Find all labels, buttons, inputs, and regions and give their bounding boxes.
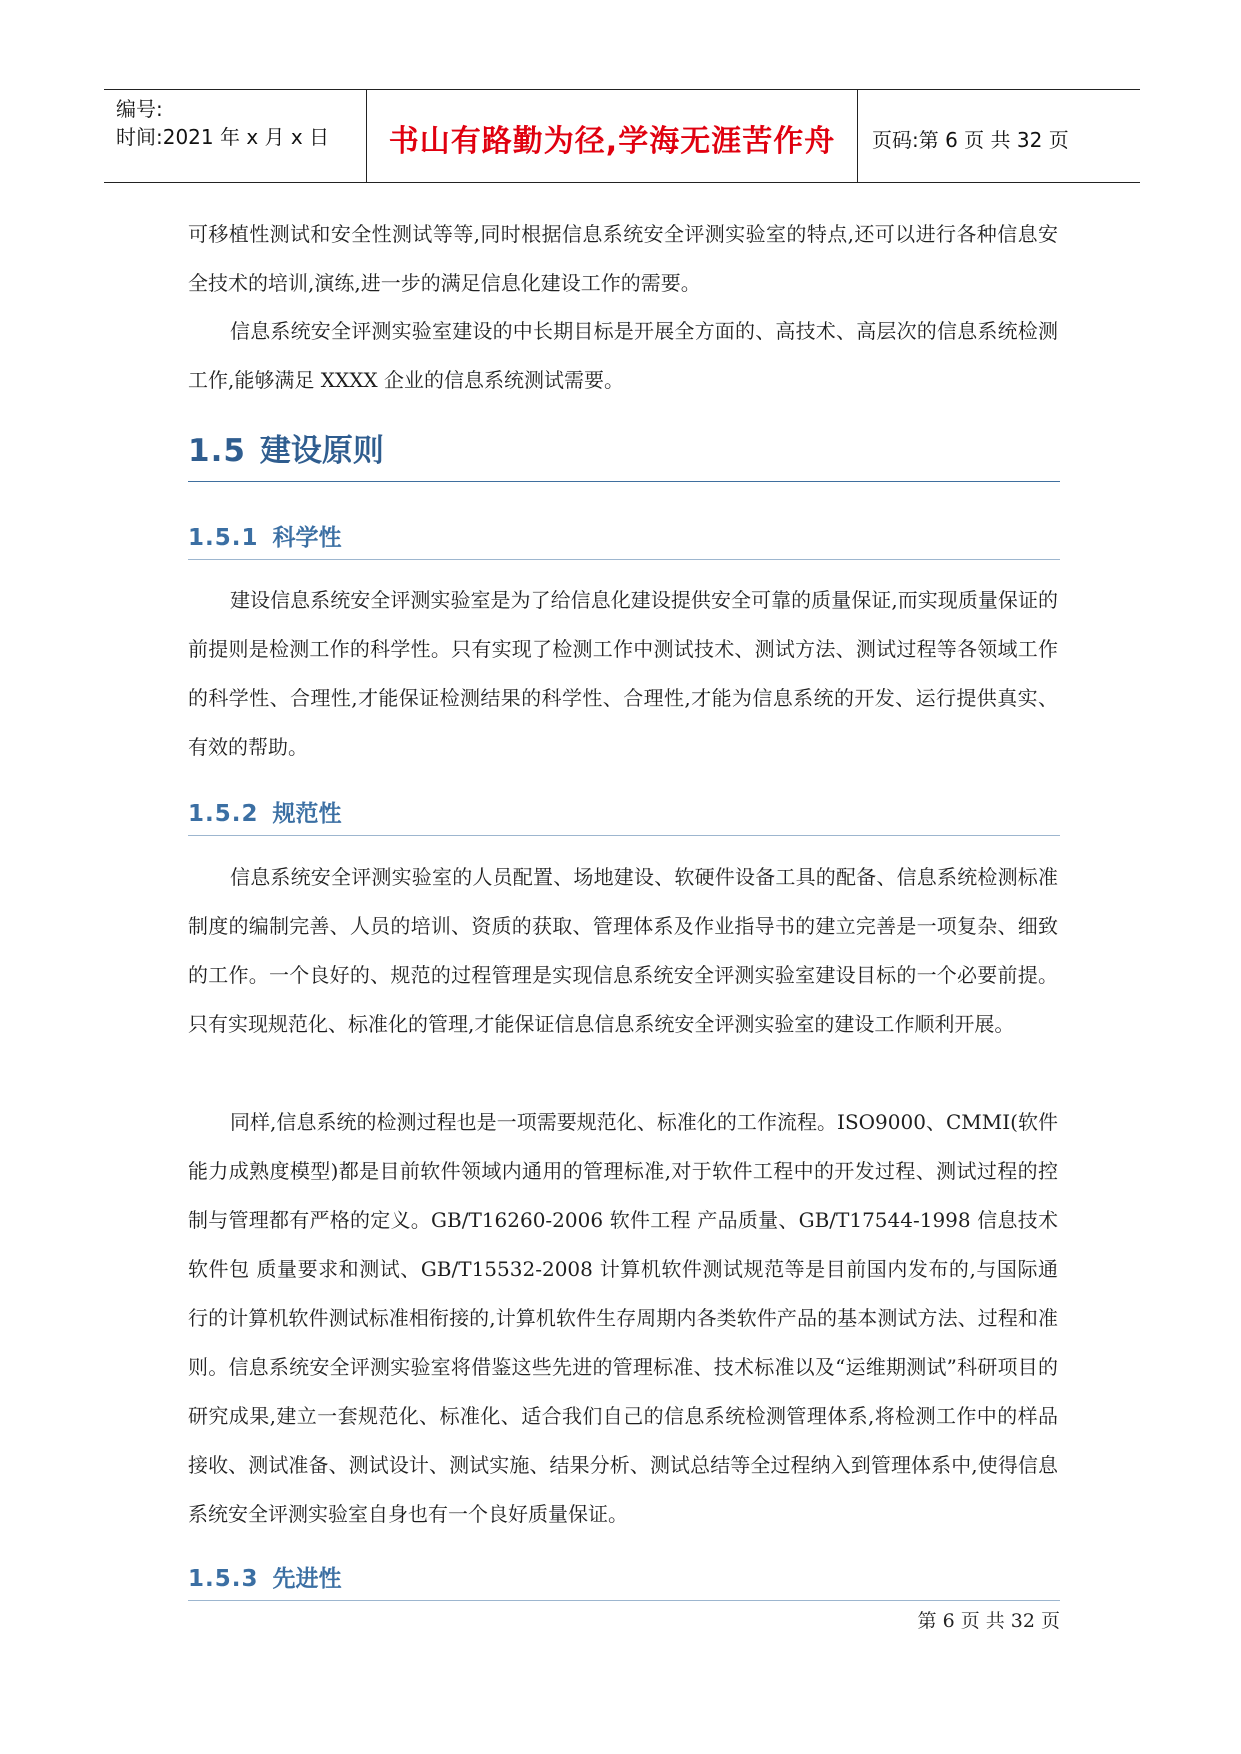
paragraph-scientific: 建设信息系统安全评测实验室是为了给信息化建设提供安全可靠的质量保证,而实现质量保证的前提则是检测工作的科学性。只有实现了检测工作中测试技术、测试方法、测试过程等各领域工作的科学性、合理性,才能保证检测结果的科学性、合理性,才能为信息系统的开发、运行提供真实、有效的帮助。 (188, 588, 1058, 759)
subsection-heading-1-5-3 (188, 1562, 1060, 1601)
section-number: 1.5 (188, 433, 246, 469)
subsection-title: 先进性 (272, 1566, 342, 1592)
header-left-cell (104, 90, 367, 182)
section-heading-1-5 (188, 429, 1060, 482)
intro-paragraph-1: 可移植性测试和安全性测试等等,同时根据信息系统安全评测实验室的特点,还可以进行各种信息安全技术的培训,演练,进一步的满足信息化建设工作的需要。 (188, 222, 1058, 295)
subsection-heading-1-5-2 (188, 797, 1060, 836)
header-right-cell (858, 90, 1140, 182)
subsection-number: 1.5.1 (188, 525, 259, 551)
section-title: 建设原则 (259, 433, 384, 469)
intro-paragraph-2: 信息系统安全评测实验室建设的中长期目标是开展全方面的、高技术、高层次的信息系统检测工作,能够满足 XXXX 企业的信息系统测试需要。 (188, 319, 1058, 392)
document-number-label: 编号: (116, 97, 163, 121)
header-middle-cell (367, 90, 858, 182)
header-page-number: 页码:第 6 页 共 32 页 (872, 128, 1069, 152)
subsection-number: 1.5.3 (188, 1566, 259, 1592)
document-time-label: 时间:2021 年 x 月 x 日 (116, 125, 330, 149)
subsection-number: 1.5.2 (188, 801, 259, 827)
subsection-title: 规范性 (272, 801, 342, 827)
page-header (104, 89, 1140, 183)
subsection-title: 科学性 (272, 525, 342, 551)
page-footer-number: 第 6 页 共 32 页 (917, 1610, 1060, 1632)
paragraph-standardization-1: 信息系统安全评测实验室的人员配置、场地建设、软硬件设备工具的配备、信息系统检测标准制度的编制完善、人员的培训、资质的获取、管理体系及作业指导书的建立完善是一项复杂、细致的工作。一个良好的、规范的过程管理是实现信息系统安全评测实验室建设目标的一个必要前提。只有实现规范化、标准化的管理,才能保证信息信息系统安全评测实验室的建设工作顺利开展。 (188, 865, 1058, 1036)
paragraph-standardization-2: 同样,信息系统的检测过程也是一项需要规范化、标准化的工作流程。ISO9000、CMMI(软件能力成熟度模型)都是目前软件领域内通用的管理标准,对于软件工程中的开发过程、测试过程的控制与管理都有严格的定义。GB/T16260-2006 软件工程 产品质量、GB/T17544-1998 信息技术 软件包 质量要求和测试、GB/T15532-2008 计算机软件测试规范等是目前国内发布的,与国际通行的计算机软件测试标准相衔接的,计算机软件生存周期内各类软件产品的基本测试方法、过程和准则。信息系统安全评测实验室将借鉴这些先进的管理标准、技术标准以及“运维期测试”科研项目的研究成果,建立一套规范化、标准化、适合我们自己的信息系统检测管理体系,将检测工作中的样品接收、测试准备、测试设计、测试实施、结果分析、测试总结等全过程纳入到管理体系中,使得信息系统安全评测实验室自身也有一个良好质量保证。 (188, 1110, 1058, 1526)
subsection-heading-1-5-1 (188, 521, 1060, 560)
header-motto: 书山有路勤为径,学海无涯苦作舟 (388, 124, 836, 159)
